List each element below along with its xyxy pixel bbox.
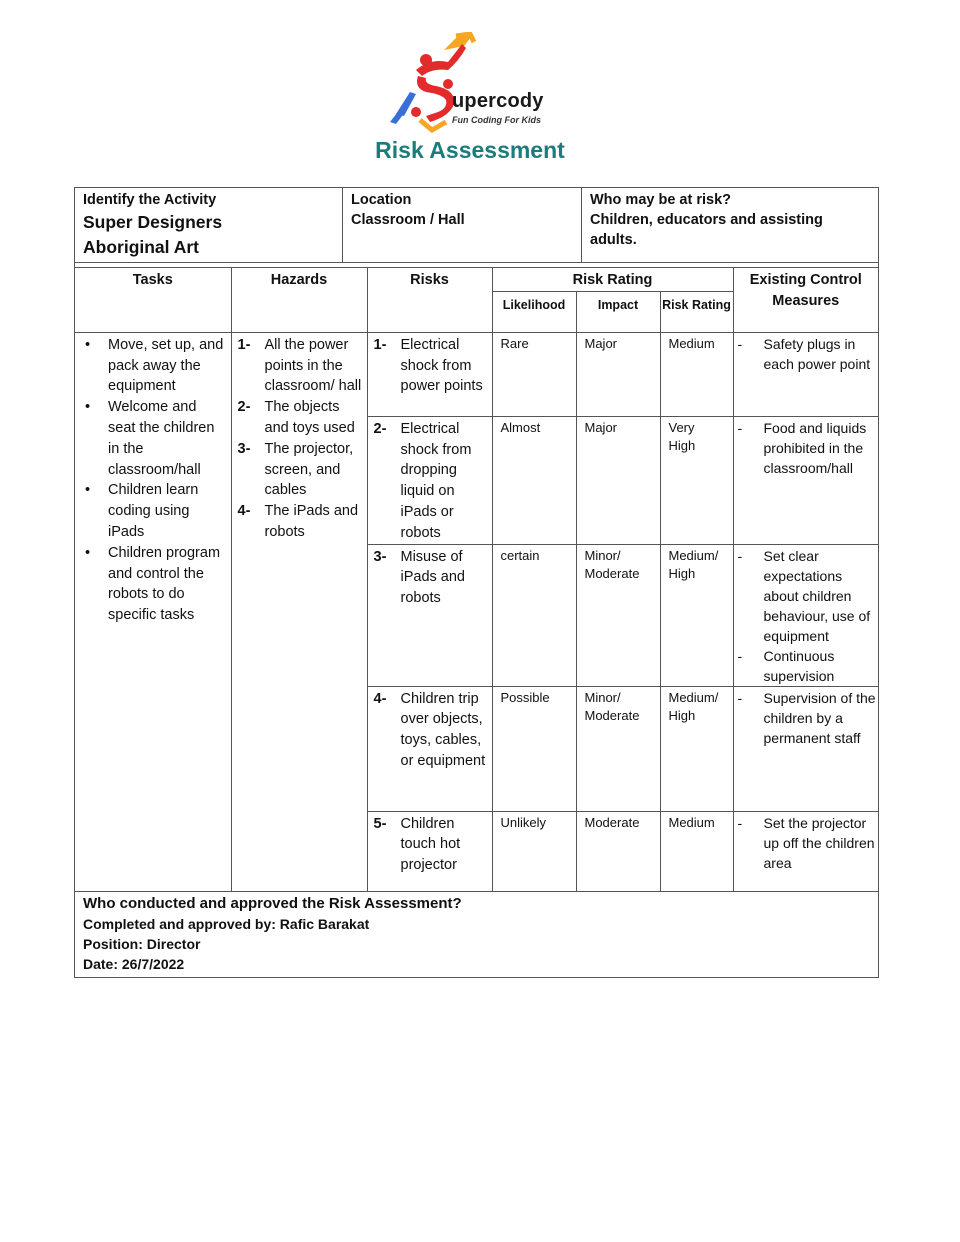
hazard-item: 2- The objects and toys used [237, 399, 355, 436]
controls-cell: - Set the projector up off the children area [733, 811, 878, 891]
bullet-icon: • [85, 399, 91, 416]
tasks-cell [75, 332, 231, 891]
risk-assessment-form [74, 187, 879, 978]
controls-cell: - Food and liquids prohibited in the classroom/hall [733, 416, 878, 544]
approval-section [75, 892, 878, 977]
activity-name-line2: Aboriginal Art [83, 237, 200, 257]
task-item: • Children learn coding using iPads [81, 480, 227, 542]
page-title: Risk Assessment [375, 137, 565, 163]
location-label: Location [351, 192, 412, 208]
header-risks: Risks [367, 268, 492, 332]
risk-cell: 3- Misuse of iPads and robots [367, 544, 492, 686]
table-row [75, 332, 878, 416]
bullet-icon: • [85, 336, 91, 353]
approved-by: Completed and approved by: Rafic Barakat [83, 915, 370, 932]
risk-table [75, 268, 878, 892]
likelihood-cell: Almost [492, 416, 576, 544]
who-at-risk-cell [581, 188, 878, 262]
risk-cell: 1- Electrical shock from power points [367, 332, 492, 416]
rating-cell: Medium [660, 332, 733, 416]
who-at-risk-label: Who may be at risk? [590, 192, 732, 208]
likelihood-cell: Possible [492, 686, 576, 811]
hazard-item: 1- All the power points in the classroom/ hall [237, 336, 362, 395]
controls-cell: - Supervision of the children by a permanent staff [733, 686, 878, 811]
bullet-icon: • [85, 482, 91, 499]
header-impact: Impact [576, 291, 660, 332]
activity-cell [75, 188, 342, 262]
activity-label: Identify the Activity [83, 192, 217, 208]
controls-cell: - Safety plugs in each power point [733, 332, 878, 416]
approval-question: Who conducted and approved the Risk Assessment? [83, 894, 462, 912]
risk-cell: 4- Children trip over objects, toys, cables, or equipment [367, 686, 492, 811]
risk-cell: 2- Electrical shock from dropping liquid on iPads or robots [367, 416, 492, 544]
rating-cell: Very High [660, 416, 733, 544]
header-risk-rating: Risk Rating [492, 268, 733, 291]
controls-cell: - Set clear expectations about children behaviour, use of equipment - Continuous supervision [733, 544, 878, 686]
header-tasks: Tasks [75, 268, 231, 332]
hazard-item: 4- The iPads and robots [237, 503, 359, 540]
impact-cell: Major [576, 332, 660, 416]
impact-cell: Minor/ Moderate [576, 544, 660, 686]
location-value: Classroom / Hall [351, 212, 465, 228]
tasks-list [75, 333, 231, 626]
task-item: • Children program and control the robots to do specific tasks [81, 543, 227, 626]
date: Date: 26/7/2022 [83, 955, 185, 972]
header-risk-rating-sub: Risk Rating [660, 291, 733, 332]
rating-cell: Medium [660, 811, 733, 891]
likelihood-cell: Rare [492, 332, 576, 416]
header-likelihood: Likelihood [492, 291, 576, 332]
impact-cell: Major [576, 416, 660, 544]
position: Position: Director [83, 935, 201, 952]
likelihood-cell: Unlikely [492, 811, 576, 891]
impact-cell: Minor/ Moderate [576, 686, 660, 811]
likelihood-cell: certain [492, 544, 576, 686]
risk-cell: 5- Children touch hot projector [367, 811, 492, 891]
header-hazards: Hazards [231, 268, 367, 332]
logo-brand-text: upercody [452, 90, 544, 112]
impact-cell: Moderate [576, 811, 660, 891]
hazards-cell [231, 332, 367, 891]
table-header-row [75, 268, 878, 291]
task-item: • Move, set up, and pack away the equipment [81, 335, 227, 397]
header-controls: Existing Control Measures [733, 268, 878, 332]
rating-cell: Medium/ High [660, 544, 733, 686]
logo-tagline: Fun Coding For Kids [452, 115, 541, 125]
hazard-item: 3- The projector, screen, and cables [237, 440, 354, 499]
rating-cell: Medium/ High [660, 686, 733, 811]
activity-name-line1: Super Designers [83, 212, 223, 232]
header-row [75, 188, 878, 263]
who-at-risk-value: Children, educators and assisting adults. [590, 212, 823, 248]
bullet-icon: • [85, 544, 91, 561]
hazards-list [232, 333, 367, 543]
task-item: • Welcome and seat the children in the classroom/hall [81, 397, 227, 480]
location-cell [342, 188, 581, 262]
